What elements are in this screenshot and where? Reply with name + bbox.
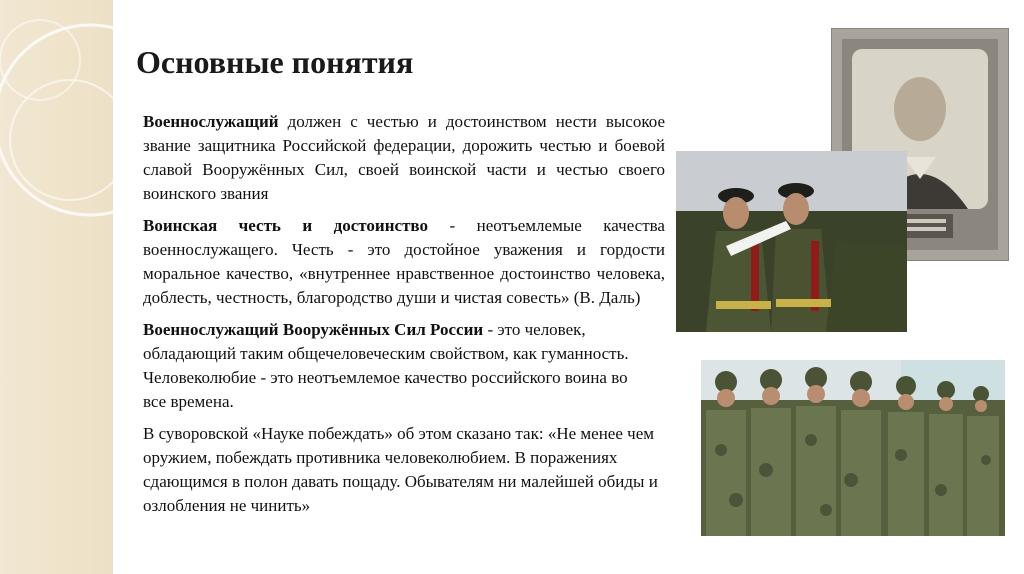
paragraph-2 — [143, 214, 665, 310]
paragraph-4 — [143, 422, 668, 518]
quote: В суворовской «Науке побеждать» об этом сказано так: «Не менее чем оружием, побеждать противника человеколюбием. В поражениях сдающимся в полон давать пощаду. Обывателям ни малейшей обиды и озлобления не чинить» — [143, 424, 658, 515]
definition: - это человек, обладающий таким общечеловеческим свойством, как гуманность. Человеколюбие - это неотъемлемое качество российского воина во все времена. — [143, 320, 629, 411]
definition: должен с честью и достоинством нести высокое звание защитника Российской федерации, дорожить честью и боевой славой Вооружённых Сил, своей воинской части и честью своего воинского звания — [143, 112, 665, 203]
definition: - неотъемлемые качества военнослужащего. Честь - это достойное уважения и гордости моральное качество, «внутреннее нравственное достоинство человека, доблесть, честность, благородство души и чистая совесть» (В. Даль) — [143, 216, 665, 307]
soldiers-marching-image — [701, 360, 1005, 536]
soldiers-parade-image — [676, 151, 907, 332]
decorative-arcs — [0, 0, 113, 574]
term: Военнослужащий Вооружённых Сил России — [143, 320, 484, 339]
term: Военнослужащий — [143, 112, 279, 131]
term: Воинская честь и достоинство — [143, 216, 428, 235]
slide-title: Основные понятия — [136, 44, 414, 80]
slide-body — [143, 110, 665, 526]
paragraph-3 — [143, 318, 643, 414]
paragraph-1 — [143, 110, 665, 206]
decorative-side-strip — [0, 0, 113, 574]
